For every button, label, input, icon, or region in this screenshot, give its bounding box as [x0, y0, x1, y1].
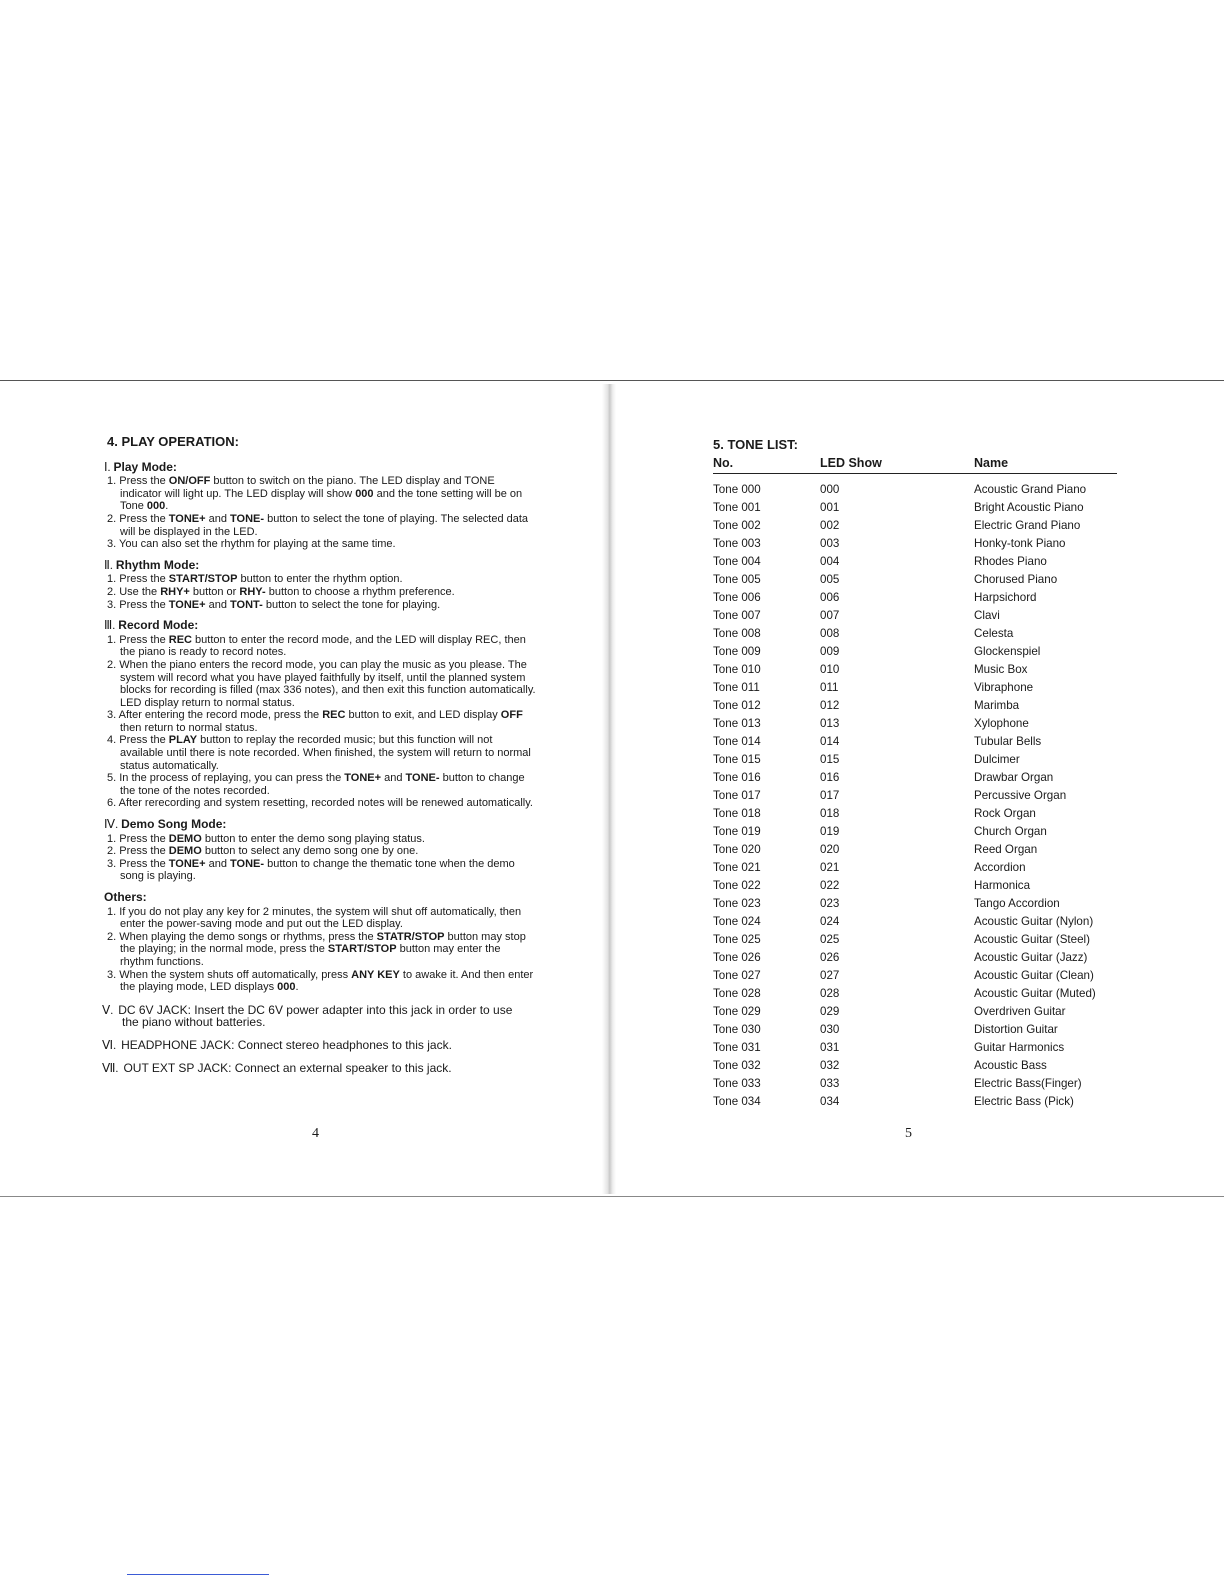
tone-name: Tubular Bells — [974, 734, 1042, 748]
tone-name: Guitar Harmonics — [974, 1040, 1065, 1054]
tone-name: Rock Organ — [974, 806, 1036, 820]
tone-number: Tone 023 — [713, 896, 761, 910]
demo-mode-steps — [107, 833, 537, 883]
bold-keyword: TONE- — [230, 857, 265, 870]
tone-name: Acoustic Guitar (Muted) — [974, 986, 1096, 1000]
jack-item — [102, 1004, 537, 1029]
tone-number: Tone 017 — [713, 788, 761, 802]
section-title-play-operation: 4. PLAY OPERATION: — [107, 434, 239, 449]
bold-keyword: TONT- — [230, 598, 263, 611]
bold-keyword: ON/OFF — [168, 475, 211, 488]
tone-number: Tone 011 — [713, 680, 760, 694]
step-text: Press the — [119, 845, 169, 858]
step-text: After entering the record mode, press the — [118, 709, 323, 722]
led-show: 014 — [820, 734, 840, 748]
tone-row — [713, 1002, 1117, 1020]
demo-mode-title: Demo Song Mode: — [121, 817, 227, 832]
led-show: 034 — [820, 1094, 840, 1108]
tone-list-title: 5. TONE LIST: — [713, 437, 798, 452]
play-mode-steps — [107, 475, 537, 551]
bold-keyword: ANY KEY — [351, 968, 400, 981]
step-text: button to select any demo song one by one. — [201, 845, 419, 858]
tone-number: Tone 024 — [713, 914, 761, 928]
tone-row — [713, 474, 1117, 499]
tone-name: Glockenspiel — [974, 644, 1041, 658]
bold-keyword: TONE- — [405, 772, 440, 785]
tone-name: Overdriven Guitar — [974, 1004, 1066, 1018]
led-show: 001 — [820, 500, 840, 514]
step-item — [107, 659, 537, 709]
step-item — [107, 858, 537, 883]
tone-table-header — [713, 456, 1117, 474]
led-show: 016 — [820, 770, 840, 784]
tone-row — [713, 1074, 1117, 1092]
step-number: 3. — [107, 538, 120, 551]
tone-row — [713, 714, 1117, 732]
step-number: 2. — [107, 585, 120, 598]
step-number: 1. — [107, 475, 120, 488]
tone-row — [713, 606, 1117, 624]
left-page — [102, 434, 537, 1075]
step-item — [107, 906, 537, 931]
step-item — [107, 931, 537, 969]
bold-keyword: TONE+ — [168, 512, 206, 525]
bold-keyword: STATR/STOP — [376, 930, 445, 943]
roman-numeral: Ⅲ. — [104, 618, 116, 633]
tone-number: Tone 006 — [713, 590, 761, 604]
step-item — [107, 538, 537, 551]
step-text: button to enter the rhythm option. — [237, 573, 403, 586]
tone-name: Drawbar Organ — [974, 770, 1054, 784]
step-text: Press the — [119, 573, 169, 586]
led-show: 020 — [820, 842, 840, 856]
header-led-show: LED Show — [815, 456, 974, 474]
led-show: 013 — [820, 716, 840, 730]
tone-number: Tone 012 — [713, 698, 761, 712]
tone-number: Tone 000 — [713, 482, 761, 496]
tone-row — [713, 696, 1117, 714]
tone-number: Tone 027 — [713, 968, 761, 982]
tone-row — [713, 1056, 1117, 1074]
roman-numeral: Ⅱ. — [104, 557, 113, 572]
jack-text-continued: the piano without batteries. — [122, 1015, 266, 1030]
tone-number: Tone 018 — [713, 806, 761, 820]
tone-name: Celesta — [974, 626, 1014, 640]
step-number: 1. — [107, 573, 120, 586]
step-number: 2. — [107, 658, 120, 671]
header-no: No. — [713, 456, 815, 474]
tone-name: Church Organ — [974, 824, 1047, 838]
tone-row — [713, 516, 1117, 534]
led-show: 023 — [820, 896, 840, 910]
tone-number: Tone 015 — [713, 752, 761, 766]
step-text: Press the — [119, 475, 169, 488]
roman-numeral: Ⅳ. — [104, 817, 119, 832]
tone-row — [713, 552, 1117, 570]
tone-number: Tone 002 — [713, 518, 761, 532]
led-show: 006 — [820, 590, 840, 604]
record-mode-heading — [104, 619, 537, 632]
jack-item — [102, 1062, 537, 1075]
step-text: Press the — [119, 832, 169, 845]
led-show: 009 — [820, 644, 840, 658]
tone-row — [713, 498, 1117, 516]
step-text: button to switch on the piano. The LED display and TONE indicator will light up. The LED display will show — [120, 475, 495, 500]
tone-number: Tone 013 — [713, 716, 761, 730]
step-text: to awake it. And then enter the playing mode, LED displays — [120, 968, 534, 994]
roman-numeral: Ⅵ. — [102, 1037, 120, 1052]
tone-row — [713, 1038, 1117, 1056]
tone-name: Dulcimer — [974, 752, 1020, 766]
roman-numeral: Ⅶ. — [102, 1060, 122, 1075]
bold-keyword: START/STOP — [327, 943, 397, 956]
step-number: 2. — [107, 845, 120, 858]
step-item — [107, 772, 537, 797]
bold-keyword: TONE+ — [168, 598, 206, 611]
record-mode-steps — [107, 634, 537, 810]
tone-row — [713, 732, 1117, 750]
led-show: 017 — [820, 788, 840, 802]
led-show: 021 — [820, 860, 840, 874]
tone-row — [713, 642, 1117, 660]
tone-row — [713, 840, 1117, 858]
others-heading: Others: — [104, 890, 147, 904]
step-text: Press the — [119, 857, 169, 870]
step-number: 3. — [107, 857, 120, 870]
step-text: button to select the tone for playing. — [262, 598, 441, 611]
tone-name: Acoustic Guitar (Nylon) — [974, 914, 1094, 928]
bold-keyword: RHY- — [239, 585, 266, 598]
step-text: button to choose a rhythm preference. — [265, 585, 455, 598]
jack-item — [102, 1039, 537, 1052]
tone-row — [713, 1020, 1117, 1038]
tone-number: Tone 005 — [713, 572, 761, 586]
tone-name: Xylophone — [974, 716, 1029, 730]
step-text: button to enter the record mode, and the LED will display REC, then the piano is ready to record notes. — [120, 633, 526, 659]
step-text: button to exit, and LED display — [345, 709, 501, 722]
step-text: Press the — [119, 598, 169, 611]
step-text: button to enter the demo song playing status. — [201, 832, 425, 845]
rhythm-mode-heading — [104, 559, 537, 572]
bold-keyword: DEMO — [168, 832, 202, 845]
step-number: 3. — [107, 709, 119, 722]
tone-row — [713, 876, 1117, 894]
tone-row — [713, 660, 1117, 678]
led-show: 031 — [820, 1040, 840, 1054]
tone-row — [713, 912, 1117, 930]
step-text: and — [205, 512, 231, 525]
step-item — [107, 797, 537, 810]
bold-keyword: PLAY — [168, 734, 198, 747]
tone-number: Tone 019 — [713, 824, 761, 838]
tone-name: Electric Bass (Pick) — [974, 1094, 1074, 1108]
tone-number: Tone 007 — [713, 608, 761, 622]
tone-row — [713, 624, 1117, 642]
step-item — [107, 475, 537, 513]
tone-name: Harpsichord — [974, 590, 1037, 604]
jack-text: OUT EXT SP JACK: Connect an external speaker to this jack. — [123, 1060, 452, 1075]
step-text: When playing the demo songs or rhythms, press the — [119, 930, 377, 943]
blue-underline-mark — [127, 1574, 269, 1575]
step-text: button to change the thematic tone when the demo song is playing. — [120, 857, 515, 883]
tone-name: Tango Accordion — [974, 896, 1060, 910]
tone-number: Tone 008 — [713, 626, 761, 640]
tone-row — [713, 534, 1117, 552]
step-text: button to replay the recorded music; but this function will not available until there is note recorded. When finished, the system will return to normal status automatically. — [120, 734, 531, 772]
step-text: Use the — [119, 585, 161, 598]
step-number: 5. — [107, 772, 120, 785]
tone-row — [713, 858, 1117, 876]
tone-number: Tone 030 — [713, 1022, 761, 1036]
tone-name: Acoustic Bass — [974, 1058, 1047, 1072]
step-number: 1. — [107, 832, 120, 845]
led-show: 000 — [820, 482, 840, 496]
step-number: 3. — [107, 968, 120, 981]
tone-number: Tone 004 — [713, 554, 761, 568]
roman-numeral: Ⅴ. — [102, 1002, 117, 1017]
step-text: button to select the tone of playing. The selected data will be displayed in the LED. — [120, 512, 529, 538]
tone-name: Acoustic Grand Piano — [974, 482, 1087, 496]
tone-number: Tone 016 — [713, 770, 761, 784]
others-steps — [107, 906, 537, 994]
tone-row — [713, 894, 1117, 912]
bold-keyword: REC — [168, 633, 192, 646]
tone-name: Clavi — [974, 608, 1000, 622]
step-number: 1. — [107, 633, 120, 646]
step-text: button or — [189, 585, 240, 598]
step-item — [107, 573, 537, 586]
tone-number: Tone 026 — [713, 950, 761, 964]
demo-mode-heading — [104, 818, 537, 831]
step-text: If you do not play any key for 2 minutes, the system will shut off automatically, then enter the power-saving mode and put out the LED display. — [119, 905, 522, 931]
tone-number: Tone 029 — [713, 1004, 761, 1018]
step-item — [107, 734, 537, 772]
led-show: 012 — [820, 698, 840, 712]
tone-row — [713, 984, 1117, 1002]
bold-keyword: RHY+ — [160, 585, 190, 598]
step-item — [107, 845, 537, 858]
tone-number: Tone 003 — [713, 536, 761, 550]
step-text: You can also set the rhythm for playing at the same time. — [119, 538, 396, 551]
step-text: When the piano enters the record mode, you can play the music as you please. The system will record what you have played faithfully by itself, until the planned system blocks for recording is filled (max 336 notes), and then exit this function automatically. LED display return to normal status. — [119, 658, 536, 709]
tone-row — [713, 948, 1117, 966]
step-text: When the system shuts off automatically, press — [119, 968, 352, 981]
tone-name: Rhodes Piano — [974, 554, 1047, 568]
tone-name: Electric Bass(Finger) — [974, 1076, 1082, 1090]
step-text: and — [205, 857, 231, 870]
led-show: 003 — [820, 536, 840, 550]
step-text: button to change the tone of the notes recorded. — [120, 772, 525, 797]
right-page — [713, 437, 1119, 1110]
led-show: 002 — [820, 518, 840, 532]
led-show: 029 — [820, 1004, 840, 1018]
bottom-rule — [0, 1196, 1224, 1197]
step-item — [107, 969, 537, 994]
bold-keyword: TONE- — [230, 512, 265, 525]
step-item — [107, 634, 537, 659]
tone-row — [713, 804, 1117, 822]
step-number: 2. — [107, 930, 120, 943]
tone-row — [713, 570, 1117, 588]
play-mode-heading — [104, 461, 537, 474]
step-text: Press the — [119, 512, 169, 525]
tone-name: Marimba — [974, 698, 1020, 712]
led-show: 005 — [820, 572, 840, 586]
tone-number: Tone 031 — [713, 1040, 761, 1054]
tone-row — [713, 822, 1117, 840]
tone-name: Vibraphone — [974, 680, 1034, 694]
step-item — [107, 586, 537, 599]
step-number: 1. — [107, 905, 120, 918]
play-mode-title: Play Mode: — [113, 459, 177, 474]
rhythm-mode-title: Rhythm Mode: — [115, 557, 200, 572]
led-show: 004 — [820, 554, 840, 568]
bold-keyword: REC — [322, 709, 346, 722]
tone-name: Electric Grand Piano — [974, 518, 1081, 532]
led-show: 025 — [820, 932, 840, 946]
bold-keyword: TONE+ — [344, 772, 382, 785]
bold-keyword: 000 — [277, 981, 296, 994]
tone-name: Harmonica — [974, 878, 1031, 892]
tone-name: Chorused Piano — [974, 572, 1058, 586]
step-text: In the process of replaying, you can press the — [119, 772, 345, 785]
led-show: 028 — [820, 986, 840, 1000]
step-text: and — [381, 772, 406, 785]
jack-text: DC 6V JACK: Insert the DC 6V power adapter into this jack in order to use — [118, 1002, 513, 1017]
led-show: 010 — [820, 662, 840, 676]
led-show: 026 — [820, 950, 840, 964]
step-number: 4. — [107, 734, 120, 747]
tone-row — [713, 750, 1117, 768]
page-number-right: 5 — [905, 1126, 912, 1141]
step-text: and — [205, 598, 231, 611]
top-rule — [0, 380, 1224, 381]
step-text: Press the — [119, 734, 169, 747]
step-item — [107, 513, 537, 538]
tone-row — [713, 588, 1117, 606]
led-show: 022 — [820, 878, 840, 892]
roman-numeral: Ⅰ. — [104, 459, 111, 474]
step-number: 2. — [107, 512, 120, 525]
tone-row — [713, 1092, 1117, 1110]
tone-number: Tone 028 — [713, 986, 761, 1000]
led-show: 027 — [820, 968, 840, 982]
tone-number: Tone 009 — [713, 644, 761, 658]
tone-name: Acoustic Guitar (Clean) — [974, 968, 1094, 982]
tone-row — [713, 966, 1117, 984]
page-number-left: 4 — [312, 1126, 319, 1141]
tone-name: Music Box — [974, 662, 1028, 676]
book-spine — [602, 384, 616, 1194]
step-text: then return to normal status. — [120, 721, 258, 734]
step-text: button may stop the playing; in the normal mode, press the — [120, 930, 526, 956]
step-number: 3. — [107, 598, 120, 611]
tone-name: Honky-tonk Piano — [974, 536, 1066, 550]
tone-row — [713, 678, 1117, 696]
led-show: 015 — [820, 752, 840, 766]
step-item — [107, 833, 537, 846]
jack-descriptions — [102, 1002, 537, 1075]
led-show: 032 — [820, 1058, 840, 1072]
bold-keyword: OFF — [500, 709, 523, 722]
tone-number: Tone 020 — [713, 842, 761, 856]
bold-keyword: 000 — [355, 487, 374, 500]
step-text: . — [295, 981, 299, 994]
tone-table-body — [713, 474, 1117, 1111]
tone-number: Tone 033 — [713, 1076, 761, 1090]
led-show: 007 — [820, 608, 840, 622]
jack-text: HEADPHONE JACK: Connect stereo headphones to this jack. — [121, 1037, 452, 1052]
tone-row — [713, 930, 1117, 948]
step-text: After rerecording and system resetting, recorded notes will be renewed automatically. — [118, 797, 533, 810]
led-show: 033 — [820, 1076, 840, 1090]
tone-name: Accordion — [974, 860, 1026, 874]
tone-name: Reed Organ — [974, 842, 1038, 856]
step-item — [107, 709, 537, 734]
tone-number: Tone 025 — [713, 932, 761, 946]
tone-number: Tone 010 — [713, 662, 761, 676]
bold-keyword: TONE+ — [168, 857, 206, 870]
tone-row — [713, 786, 1117, 804]
tone-name: Acoustic Guitar (Steel) — [974, 932, 1090, 946]
tone-number: Tone 022 — [713, 878, 761, 892]
tone-name: Bright Acoustic Piano — [974, 500, 1084, 514]
step-text: Press the — [119, 633, 169, 646]
led-show: 019 — [820, 824, 840, 838]
led-show: 024 — [820, 914, 840, 928]
record-mode-title: Record Mode: — [118, 618, 199, 633]
led-show: 011 — [820, 680, 839, 694]
tone-number: Tone 021 — [713, 860, 761, 874]
tone-row — [713, 768, 1117, 786]
tone-name: Distortion Guitar — [974, 1022, 1058, 1036]
step-item — [107, 599, 537, 612]
step-number: 6. — [107, 797, 119, 810]
bold-keyword: 000 — [146, 500, 166, 513]
tone-name: Percussive Organ — [974, 788, 1067, 802]
tone-list-table — [713, 456, 1117, 1110]
tone-number: Tone 001 — [713, 500, 761, 514]
bold-keyword: START/STOP — [168, 573, 238, 586]
led-show: 030 — [820, 1022, 840, 1036]
step-text: button may enter the rhythm functions. — [120, 943, 501, 968]
tone-number: Tone 032 — [713, 1058, 761, 1072]
tone-number: Tone 034 — [713, 1094, 761, 1108]
led-show: 008 — [820, 626, 840, 640]
rhythm-mode-steps — [107, 573, 537, 611]
led-show: 018 — [820, 806, 840, 820]
header-name: Name — [974, 456, 1117, 474]
step-text: and the tone setting will be on Tone — [120, 487, 523, 513]
tone-number: Tone 014 — [713, 734, 761, 748]
step-text: . — [165, 500, 169, 513]
tone-name: Acoustic Guitar (Jazz) — [974, 950, 1088, 964]
bold-keyword: DEMO — [168, 845, 202, 858]
